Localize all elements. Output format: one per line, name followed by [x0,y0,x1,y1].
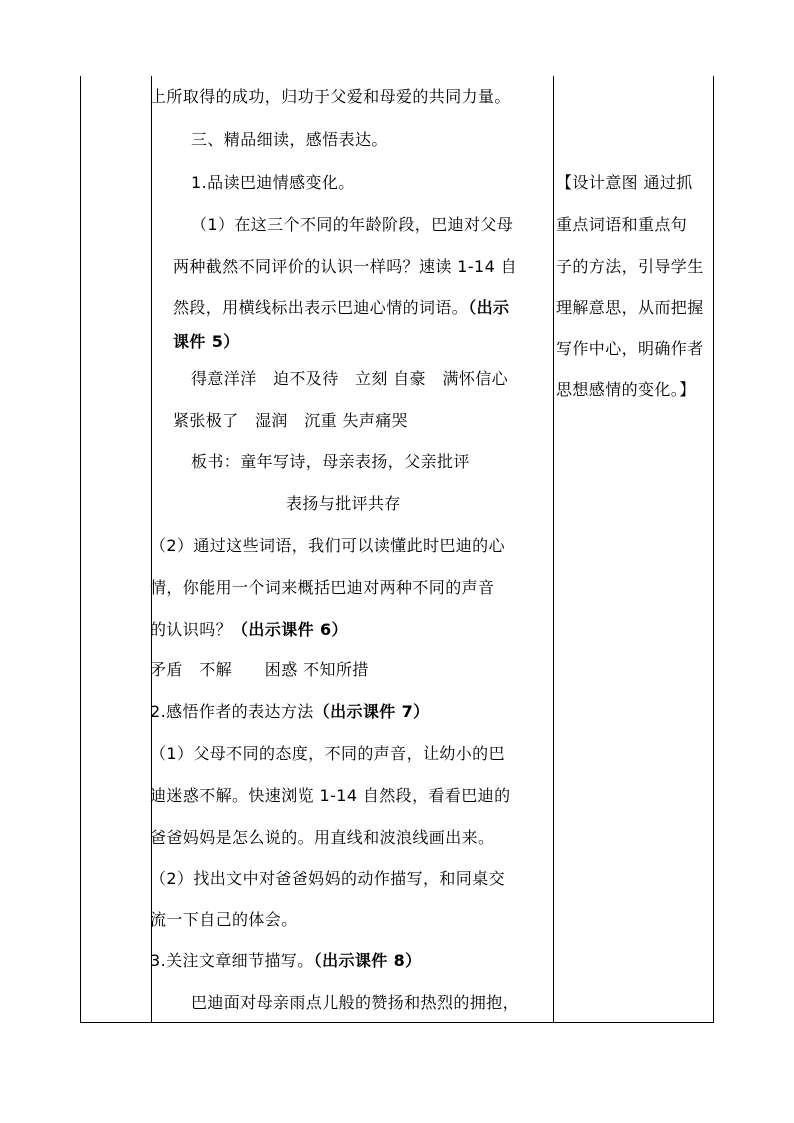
subheading-2-text: 2.感悟作者的表达方法 [150,702,314,721]
subheading-2 [150,702,430,722]
main-line-14-text: 的认识吗？ [150,620,233,639]
design-intent-2: 重点词语和重点句 [556,215,688,234]
subheading-3-text: 3.关注文章细节描写。 [150,951,314,970]
main-line-13: 情，你能用一个词来概括巴迪对两种不同的声音 [150,578,495,597]
design-intent-1: 【设计意图 通过抓 [556,173,693,192]
table-border-col2 [553,76,554,1023]
courseware-ref-7: （出示课件 7） [313,702,430,721]
table-border-left [80,76,81,1023]
courseware-ref-5b: 课件 5） [173,332,240,351]
board-notes: 板书：童年写诗，母亲表扬，父亲批评 [191,452,470,471]
table-border-right [713,76,714,1023]
feeling-words: 矛盾 不解 困惑 不知所措 [150,660,369,679]
courseware-ref-8: （出示课件 8） [313,951,422,970]
mood-words-2: 紧张极了 湿润 沉重 失声痛哭 [173,411,409,430]
main-line-5: 两种截然不同评价的认识一样吗？速读 1-14 自 [173,257,518,276]
board-notes-2: 表扬与批评共存 [286,494,401,513]
main-line-18: 迪迷惑不解。快速浏览 1-14 自然段，看看巴迪的 [150,786,511,805]
subheading-1: 1.品读巴迪情感变化。 [191,173,355,192]
main-line-1: 上所取得的成功，归功于父爱和母爱的共同力量。 [150,87,511,106]
main-line-6-text: 然段，用横线标出表示巴迪心情的词语。 [173,298,469,317]
mood-words-1: 得意洋洋 迫不及待 立刻 自豪 满怀信心 [191,369,509,388]
main-line-20: （2）找出文中对爸爸妈妈的动作描写，和同桌交 [150,869,505,888]
main-line-21: 流一下自己的体会。 [150,910,298,929]
table-border-bottom [80,1022,714,1023]
design-intent-4: 理解意思，从而把握 [556,298,704,317]
subheading-3 [150,951,422,971]
main-line-23: 巴迪面对母亲雨点儿般的赞扬和热烈的拥抱， [191,993,520,1012]
section-heading: 三、精品细读，感悟表达。 [191,130,388,149]
main-line-19: 爸爸妈妈是怎么说的。用直线和波浪线画出来。 [150,828,495,847]
main-line-12: （2）通过这些词语，我们可以读懂此时巴迪的心 [150,536,505,555]
courseware-ref-6: （出示课件 6） [232,620,348,639]
main-line-4: （1）在这三个不同的年龄阶段，巴迪对父母 [191,215,514,234]
main-line-17: （1）父母不同的态度，不同的声音，让幼小的巴 [150,744,505,763]
main-line-6 [173,298,509,318]
main-line-14 [150,620,348,640]
design-intent-6: 思想感情的变化。】 [556,380,696,399]
design-intent-3: 子的方法，引导学生 [556,257,704,276]
courseware-ref-5a: （出示 [468,298,510,317]
design-intent-5: 写作中心，明确作者 [556,339,704,358]
